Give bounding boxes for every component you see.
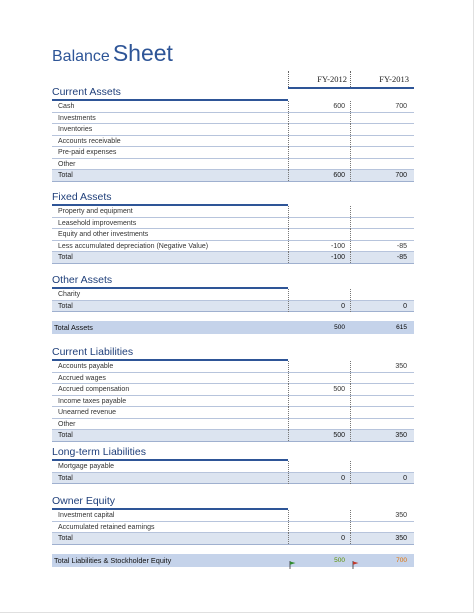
- total-fy2012: 500: [288, 430, 350, 441]
- table-row: [52, 147, 414, 159]
- cell-fy2012[interactable]: [288, 206, 350, 217]
- cell-fy2013[interactable]: [350, 289, 412, 300]
- section-title: Owner Equity: [52, 495, 116, 507]
- table-row: [52, 101, 414, 113]
- cell-fy2013[interactable]: [350, 124, 412, 135]
- cell-fy2013[interactable]: [350, 522, 412, 533]
- total-liabilities-equity-row: [52, 554, 414, 567]
- table-row: [52, 241, 414, 253]
- cell-fy2012[interactable]: [288, 147, 350, 158]
- total-row: [52, 430, 414, 442]
- row-label: Other: [58, 420, 76, 428]
- cell-fy2013[interactable]: [350, 384, 412, 395]
- column-header-row: [288, 71, 414, 87]
- row-label: Mortgage payable: [58, 463, 115, 470]
- total-liab-equity-fy2012: 500: [334, 557, 345, 564]
- cell-fy2013[interactable]: 700: [350, 101, 412, 112]
- section-title: Current Assets: [52, 86, 121, 98]
- total-label: Total: [58, 172, 73, 179]
- total-fy2013: 700: [350, 170, 412, 181]
- table-row: [52, 229, 414, 241]
- total-fy2012: 0: [288, 533, 350, 544]
- total-label: Total: [58, 432, 73, 439]
- row-label: Accounts payable: [58, 363, 114, 370]
- cell-fy2013[interactable]: [350, 136, 412, 147]
- section-title: Current Liabilities: [52, 346, 134, 358]
- section-title: Other Assets: [52, 274, 113, 286]
- cell-fy2012[interactable]: [288, 373, 350, 384]
- total-assets-row: [52, 321, 414, 334]
- total-fy2012: 0: [288, 301, 350, 312]
- table-row: [52, 159, 414, 171]
- cell-fy2013[interactable]: [350, 113, 412, 124]
- table-row: [52, 510, 414, 522]
- row-label: Investments: [58, 114, 96, 122]
- table-row: [52, 124, 414, 136]
- cell-fy2012[interactable]: [288, 461, 350, 472]
- table-row: [52, 289, 414, 301]
- total-assets-label: Total Assets: [54, 323, 93, 332]
- total-fy2013: -85: [350, 252, 412, 263]
- row-label: Accrued wages: [58, 374, 106, 382]
- row-label: Leasehold improvements: [58, 219, 137, 227]
- cell-fy2013[interactable]: [350, 147, 412, 158]
- row-label: Income taxes payable: [58, 397, 127, 405]
- cell-fy2012[interactable]: [288, 407, 350, 418]
- total-row: [52, 170, 414, 182]
- cell-fy2012[interactable]: -100: [288, 241, 350, 252]
- cell-fy2013[interactable]: 350: [350, 361, 412, 372]
- total-fy2013: 350: [350, 533, 412, 544]
- total-label: Total: [58, 535, 73, 542]
- table-row: [52, 136, 414, 148]
- cell-fy2012[interactable]: [288, 361, 350, 372]
- row-label: Cash: [58, 103, 75, 110]
- cell-fy2013[interactable]: [350, 461, 412, 472]
- row-label: Investment capital: [58, 512, 115, 519]
- cell-fy2012[interactable]: [288, 289, 350, 300]
- cell-fy2012[interactable]: [288, 510, 350, 521]
- header-underline: [288, 87, 414, 89]
- total-row: [52, 301, 414, 313]
- table-row: [52, 206, 414, 218]
- total-fy2012: -100: [288, 252, 350, 263]
- total-fy2012: 600: [288, 170, 350, 181]
- row-label: Accounts receivable: [58, 137, 121, 145]
- cell-fy2012[interactable]: [288, 229, 350, 240]
- table-row: [52, 361, 414, 373]
- row-label: Unearned revenue: [58, 409, 116, 416]
- table-row: [52, 407, 414, 419]
- row-label: Less accumulated depreciation (Negative Value): [58, 242, 209, 250]
- total-fy2013: 350: [350, 430, 412, 441]
- row-label: Charity: [58, 291, 81, 298]
- row-label: Other: [58, 160, 76, 168]
- cell-fy2013[interactable]: [350, 206, 412, 217]
- total-fy2013: 0: [350, 473, 412, 484]
- row-label: Pre-paid expenses: [58, 149, 117, 156]
- title-part-sheet: Sheet: [112, 40, 173, 66]
- cell-fy2012[interactable]: [288, 396, 350, 407]
- section-title: Long-term Liabilities: [52, 446, 146, 458]
- section-title: Fixed Assets: [52, 191, 112, 203]
- title-part-balance: Balance: [52, 48, 110, 65]
- table-row: [52, 113, 414, 125]
- table-row: [52, 522, 414, 534]
- row-label: Accrued compensation: [58, 386, 130, 393]
- cell-fy2013[interactable]: [350, 396, 412, 407]
- total-fy2012: 0: [288, 473, 350, 484]
- row-label: Inventories: [58, 126, 93, 133]
- cell-fy2013[interactable]: [350, 218, 412, 229]
- table-row: [52, 373, 414, 385]
- table-row: [52, 419, 414, 431]
- row-label: Equity and other investments: [58, 231, 149, 238]
- cell-fy2012[interactable]: [288, 419, 350, 430]
- table-row: [52, 384, 414, 396]
- page-title: [52, 40, 173, 67]
- table-row: [52, 396, 414, 408]
- total-assets-fy2012: 500: [334, 324, 345, 331]
- cell-fy2013[interactable]: [350, 159, 412, 170]
- table-row: [52, 461, 414, 473]
- column-header-fy2013: FY-2013: [350, 71, 412, 87]
- row-label: Accumulated retained earnings: [58, 523, 155, 531]
- total-label: Total: [58, 254, 73, 261]
- total-row: [52, 473, 414, 485]
- total-fy2013: 0: [350, 301, 412, 312]
- cell-fy2013[interactable]: [350, 419, 412, 430]
- table-row: [52, 218, 414, 230]
- cell-fy2012[interactable]: 600: [288, 101, 350, 112]
- row-label: Property and equipment: [58, 208, 133, 215]
- cell-fy2013[interactable]: [350, 407, 412, 418]
- cell-fy2012[interactable]: [288, 522, 350, 533]
- cell-fy2013[interactable]: -85: [350, 241, 412, 252]
- total-label: Total: [58, 302, 73, 310]
- total-label: Total: [58, 474, 73, 482]
- cell-fy2012[interactable]: [288, 159, 350, 170]
- total-row: [52, 533, 414, 545]
- total-assets-fy2013: 615: [396, 324, 407, 331]
- cell-fy2012[interactable]: [288, 113, 350, 124]
- cell-fy2012[interactable]: 500: [288, 384, 350, 395]
- cell-fy2012[interactable]: [288, 136, 350, 147]
- cell-fy2013[interactable]: 350: [350, 510, 412, 521]
- cell-fy2012[interactable]: [288, 124, 350, 135]
- cell-fy2012[interactable]: [288, 218, 350, 229]
- total-liab-equity-fy2013: 700: [396, 557, 407, 564]
- column-header-fy2012: FY-2012: [288, 71, 350, 87]
- total-row: [52, 252, 414, 264]
- cell-fy2013[interactable]: [350, 373, 412, 384]
- total-liab-equity-label: Total Liabilities & Stockholder Equity: [54, 556, 172, 565]
- cell-fy2013[interactable]: [350, 229, 412, 240]
